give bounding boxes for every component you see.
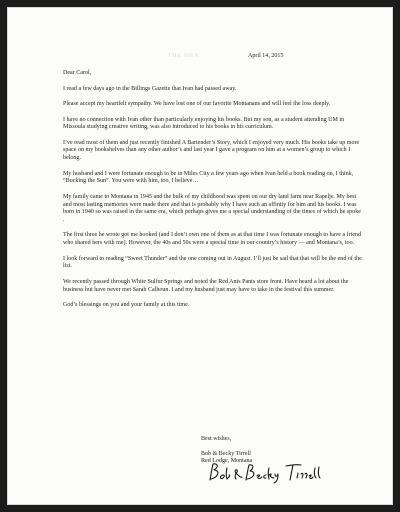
letter-page [7, 7, 393, 505]
paragraph-3: I have no connection with Ivan other than particularly enjoying his books. But my son, as a student attending UM in Missoula studying creative writing, was also introduced to his books in his curriculum. [63, 116, 345, 131]
paragraph-2: Please accept my heartfelt sympathy. We have lost one of our favorite Montanans and will feel the loss deeply. [63, 101, 331, 107]
paragraph-8: I look forward to reading “Sweet Thunder” and the one coming out in August. I’ll just be sad that that will be the end of the list. [63, 255, 362, 270]
salutation: Dear Carol, [63, 70, 92, 76]
letterhead-ghost: THE MEN [168, 53, 200, 59]
paragraph-6: My family came to Montana in 1945 and the bulk of my childhood was spent on our dry land farm near Rapelje. My best and most lasting memories were made there and that is probably why I have such an affinity for him and his books. I was born in 1940 so was raised in the same era, which perhaps gives me a special understanding of the times of which he spoke . [63, 193, 361, 223]
paragraph-5: My husband and I were fortunate enough to be in Miles City a few years ago when Ivan held a book reading on, I think, “Bucking the Sun”. You were with him, too, I believe… [63, 170, 354, 185]
handwritten-signature [206, 460, 326, 484]
signer-names: Bob & Becky Tirrell [201, 450, 251, 457]
signer-location: Red Lodge, Montana [201, 458, 253, 465]
paragraph-7: The first three he wrote got me hooked (and I don’t own one of them as at that time I was fortunate enough to have a friend who shared hers with me). However, the 40s and 50s were a special time in our country’s history — and Montana’s, too. [63, 232, 362, 247]
paragraph-4: I’ve read most of them and just recently finished A Bartender’s Story, which I enjoyed very much. His books take up more space on my bookshelves than any other author’s and last year I gave a program on him at a women’s group to which I belong. [63, 139, 360, 162]
letter-date: April 14, 2015 [248, 53, 284, 59]
letter-body [63, 70, 363, 318]
closing-line: Best wishes, [201, 436, 232, 442]
paragraph-9: We recently passed through White Sulfur Springs and noted the Red Ants Pants store front. Have heard a lot about the business but have never met Sarah Calhoun. I and my husband just may have to take in the festival this summer. [63, 278, 349, 293]
paragraph-1: I read a few days ago in the Billings Gazette that Ivan had passed away. [63, 85, 237, 92]
paragraph-10: God’s blessings on you and your family at this time. [63, 302, 190, 309]
